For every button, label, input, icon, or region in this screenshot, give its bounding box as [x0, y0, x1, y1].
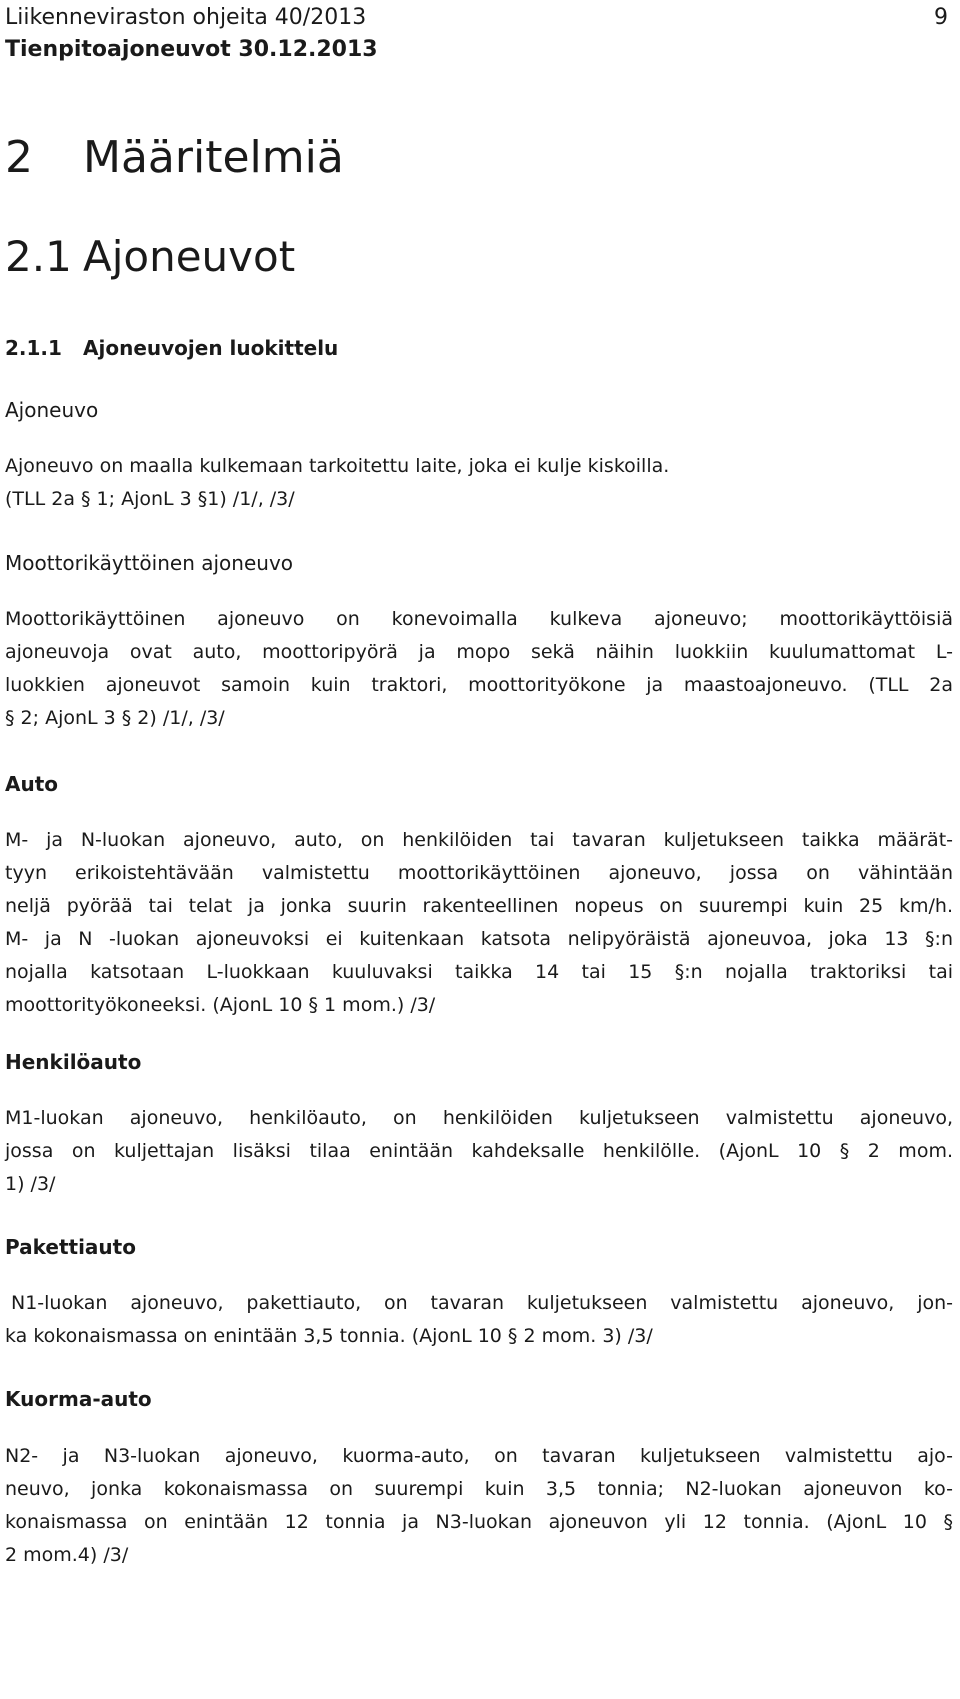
definition-text [5, 1102, 953, 1201]
definition-term: Henkilöauto [5, 1050, 142, 1074]
definition-term: Moottorikäyttöinen ajoneuvo [5, 551, 294, 575]
text-line: § 2; AjonL 3 § 2) /1/, /3/ [5, 707, 225, 729]
text-line: jossa on kuljettajan lisäksi tilaa enintään kahdeksalle henkilölle. (AjonL 10 § 2 mom. [5, 1140, 953, 1162]
running-header [5, 2, 378, 66]
text-line: Moottorikäyttöinen ajoneuvo on konevoimalla kulkeva ajoneuvo; moottorikäyttöisiä [5, 608, 953, 630]
text-line: N2- ja N3-luokan ajoneuvo, kuorma-auto, on tavaran kuljetukseen valmistettu ajo- [5, 1445, 953, 1467]
text-line: 1) /3/ [5, 1173, 56, 1195]
chapter-number: 2 [5, 132, 33, 183]
publication-title: Liikenneviraston ohjeita 40/2013 [5, 5, 367, 30]
definition-text [5, 450, 953, 516]
text-line: nojalla katsotaan L-luokkaan kuuluvaksi taikka 14 tai 15 §:n nojalla traktoriksi tai [5, 961, 953, 983]
text-line: Ajoneuvo on maalla kulkemaan tarkoitettu laite, joka ei kulje kiskoilla. [5, 455, 670, 477]
text-line: ka kokonaismassa on enintään 3,5 tonnia. (AjonL 10 § 2 mom. 3) /3/ [5, 1325, 653, 1347]
document-subtitle: Tienpitoajoneuvot 30.12.2013 [5, 37, 378, 62]
definition-term: Kuorma-auto [5, 1387, 152, 1411]
chapter-heading [5, 130, 344, 186]
definition-term: Ajoneuvo [5, 398, 99, 422]
text-line: ajoneuvoja ovat auto, moottoripyörä ja mopo sekä näihin luokkiin kuulumattomat L- [5, 641, 953, 663]
chapter-title: Määritelmiä [83, 132, 344, 183]
text-line: M1-luokan ajoneuvo, henkilöauto, on henkilöiden kuljetukseen valmistettu ajoneuvo, [5, 1107, 953, 1129]
text-line: N1-luokan ajoneuvo, pakettiauto, on tavaran kuljetukseen valmistettu ajoneuvo, jon- [11, 1292, 953, 1314]
subsection-heading [5, 333, 338, 363]
section-heading [5, 230, 295, 284]
definition-term: Pakettiauto [5, 1235, 136, 1259]
definition-text [5, 1287, 953, 1353]
section-title: Ajoneuvot [83, 232, 296, 281]
text-line: 2 mom.4) /3/ [5, 1544, 129, 1566]
text-line: neuvo, jonka kokonaismassa on suurempi kuin 3,5 tonnia; N2-luokan ajoneuvon ko- [5, 1478, 953, 1500]
text-line: M- ja N -luokan ajoneuvoksi ei kuitenkaan katsota nelipyöräistä ajoneuvoa, joka 13 §:n [5, 928, 953, 950]
text-line: (TLL 2a § 1; AjonL 3 §1) /1/, /3/ [5, 488, 295, 510]
text-line: M- ja N-luokan ajoneuvo, auto, on henkilöiden tai tavaran kuljetukseen taikka määrät- [5, 829, 953, 851]
definition-text [5, 824, 953, 1022]
subsection-number: 2.1.1 [5, 336, 62, 360]
definition-text [5, 1440, 953, 1572]
text-line: tyyn erikoistehtävään valmistettu moottorikäyttöinen ajoneuvo, jossa on vähintään [5, 862, 953, 884]
text-line: moottorityökoneeksi. (AjonL 10 § 1 mom.) /3/ [5, 994, 436, 1016]
subsection-title: Ajoneuvojen luokittelu [83, 336, 339, 360]
section-number: 2.1 [5, 232, 72, 281]
definition-term: Auto [5, 772, 59, 796]
text-line: luokkien ajoneuvot samoin kuin traktori, moottorityökone ja maastoajoneuvo. (TLL 2a [5, 674, 953, 696]
definition-text [5, 603, 953, 735]
text-line: neljä pyörää tai telat ja jonka suurin rakenteellinen nopeus on suurempi kuin 25 km/h. [5, 895, 953, 917]
page-number: 9 [934, 5, 948, 30]
text-line: konaismassa on enintään 12 tonnia ja N3-luokan ajoneuvon yli 12 tonnia. (AjonL 10 § [5, 1511, 953, 1533]
